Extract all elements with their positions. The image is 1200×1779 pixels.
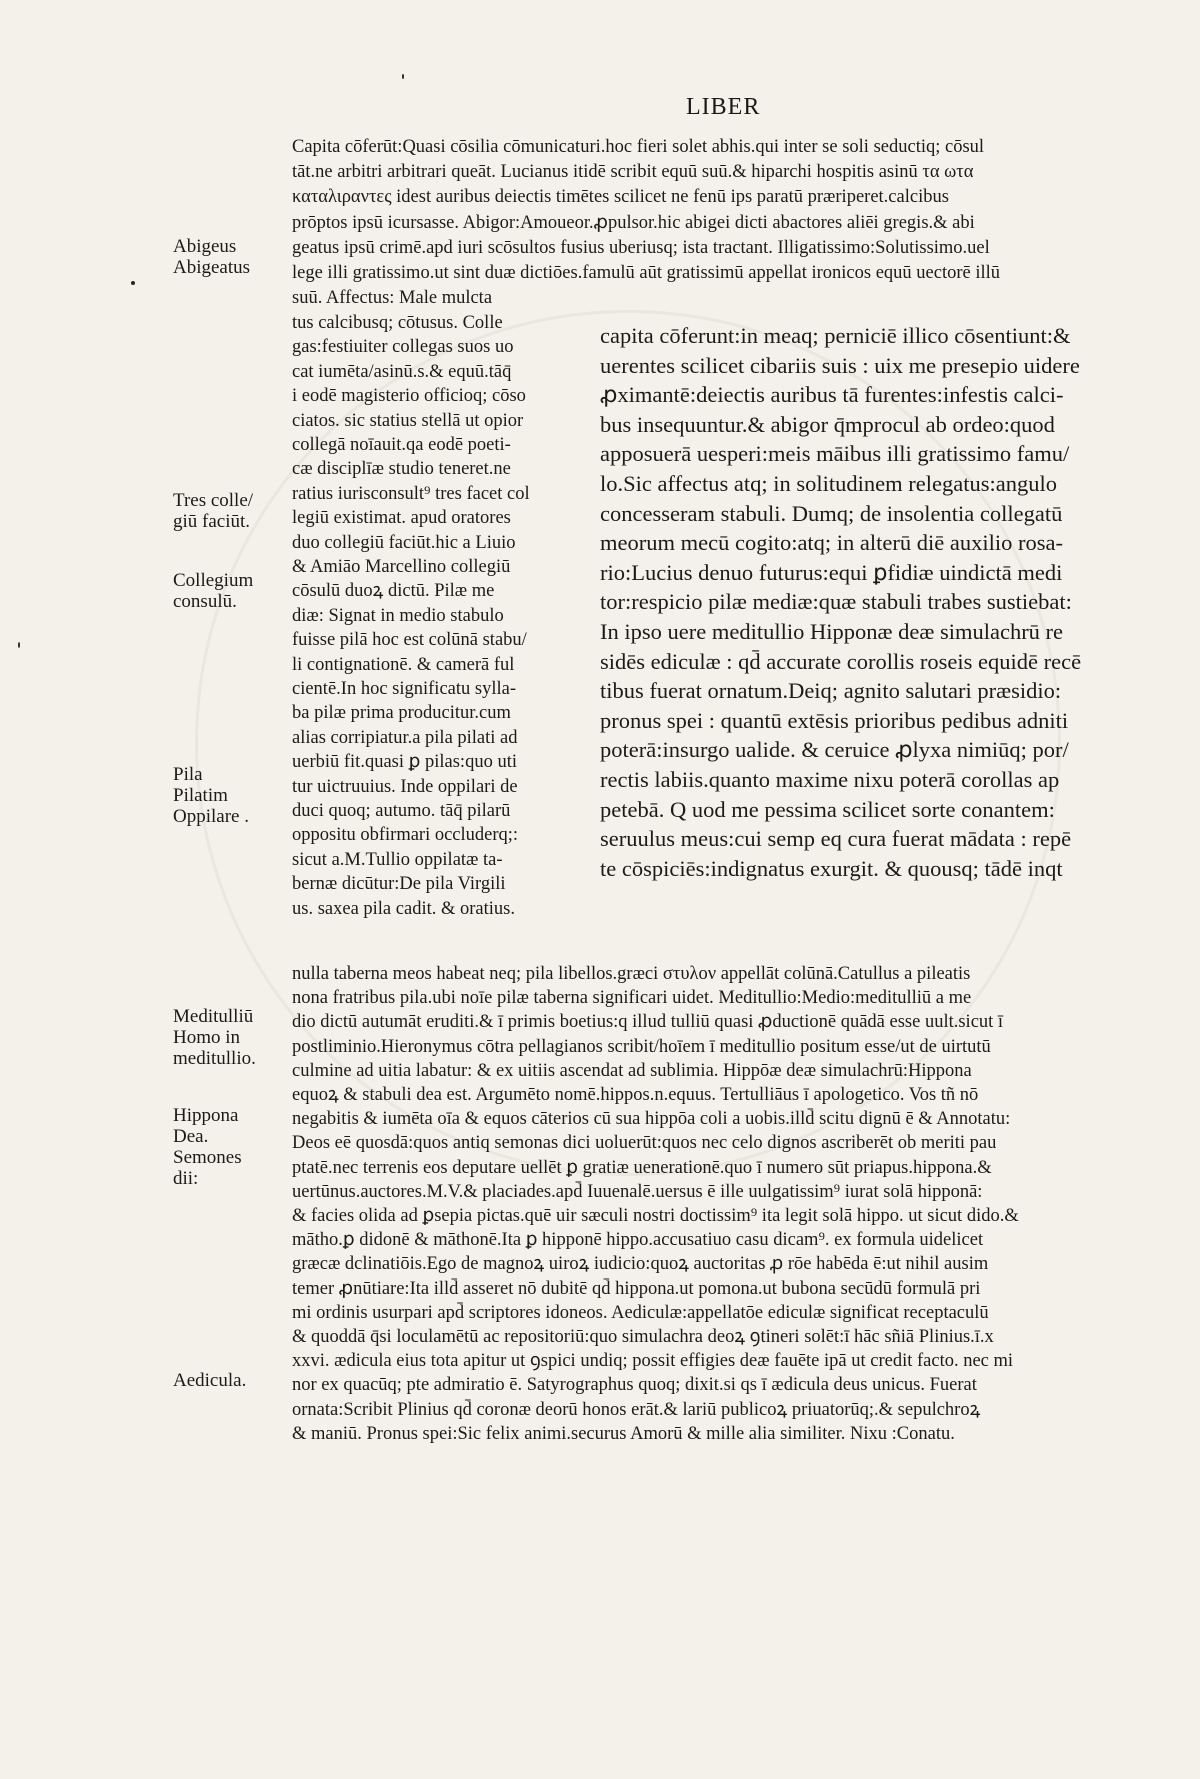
gloss-line: diæ: Signat in medio stabulo: [292, 605, 504, 626]
marginal-note-line: Meditulliū: [173, 1006, 254, 1027]
main-text-line: lo.Sic affectus atq; in solitudinem relegatus:angulo: [600, 471, 1057, 496]
ink-spot: [402, 74, 404, 79]
marginal-note: [173, 236, 291, 278]
commentary-line: mātho.ꝑ didonē & māthonē.Ita ꝑ hipponē hippo.accusatiuo casu dicam⁹. ex formula uidelicet: [292, 1230, 984, 1251]
main-text-line: pronus spei : quantū extēsis prioribus pedibus adniti: [600, 707, 1069, 733]
gloss-line: i eodē magisterio officioq; cōso: [292, 386, 526, 407]
gloss-line: cæ disciplīæ studio teneret.ne: [292, 459, 511, 480]
commentary-line: dio dictū autumāt eruditi.& ī primis boetius:q illud tulliū quasi ꝓductionē quādā esse uult.sicut ī: [292, 1012, 1004, 1033]
commentary-line: græcæ dclinatiōis.Ego de magnoꝝ uiroꝝ iudicio:quoꝝ auctoritas ꝓ rōe habēda ē:ut nihil ausim: [292, 1254, 989, 1275]
marginal-note-line: Collegium: [173, 570, 254, 591]
commentary-line: tāt.ne arbitri arbitrari queāt. Lucianus itidē scribit equū suū.& hiparchi hospitis asinū τα ωτα: [292, 162, 974, 183]
gloss-line: ratius iurisconsult⁹ tres facet col: [292, 483, 530, 504]
commentary-line: nulla taberna meos habeat neq; pila libellos.græci στυλον appellāt colūnā.Catullus a pileatis: [292, 964, 971, 984]
marginal-note: [173, 1006, 291, 1069]
marginal-note-line: giū faciūt.: [173, 511, 251, 532]
gloss-line: ciatos. sic statius stellā ut opior: [292, 410, 524, 431]
main-text-line: uerentes scilicet cibariis suis : uix me presepio uidere: [600, 352, 1080, 378]
main-text-line: ꝓximantē:deiectis auribus tā furentes:infestis calci-: [600, 382, 1064, 408]
gloss-line: duci quoq; autumo. tāq̄ pilarū: [292, 801, 511, 821]
commentary-line: ornata:Scribit Plinius qd̄ coronæ deorū honos erāt.& lariū publicoꝝ priuatorūq;.& sepulchroꝝ: [292, 1399, 981, 1420]
marginal-note-line: Pila: [173, 764, 203, 785]
commentary-line: mi ordinis usurpari apd̄ scriptores idoneos. Aediculæ:appellatōe ediculæ significat receptaculū: [292, 1302, 989, 1323]
main-text-line: tor:respicio pilæ mediæ:quæ stabuli trabes sustiebat:: [600, 589, 1072, 615]
gloss-line: oppositu obfirmari occluderq;:: [292, 825, 519, 846]
main-text-line: apposuerā uesperi:meis māibus illi gratissimo famu/: [600, 441, 1070, 467]
marginal-note-line: consulū.: [173, 591, 237, 612]
gloss-line: & Amiāo Marcellino collegiū: [292, 557, 511, 577]
main-text-line: poterā:insurgo ualide. & ceruice ꝓlyxa nimiūq; por/: [600, 737, 1069, 763]
commentary-line: suū. Affectus: Male mulcta: [292, 288, 493, 309]
marginal-note-line: Abigeatus: [173, 257, 251, 278]
commentary-line: Capita cōferūt:Quasi cōsilia cōmunicaturi.hoc fieri solet abhis.qui inter se soli seductiq; cōsul: [292, 137, 985, 157]
main-text-line: bus insequuntur.& abigor q̄mprocul ab ordeo:quod: [600, 411, 1055, 437]
main-text-line: rio:Lucius denuo futurus:equi ꝑfidiæ uindictā medi: [600, 559, 1063, 585]
marginal-note: [173, 764, 291, 827]
marginal-note: [173, 490, 291, 532]
commentary-line: geatus ipsū crimē.apd iuri scōsultos fusius uberiusq; ista tractant. Illigatissimo:Solutissimo.uel: [292, 237, 990, 258]
commentary-line: postliminio.Hieronymus cōtra pellagianos scribit/hoīem ī meditullio positum esse/ut de uirtutū: [292, 1036, 991, 1057]
marginal-note: [173, 1105, 291, 1189]
commentary-line: nor ex quacūq; pte admiratio ē. Satyrographus quoq; dixit.si qs ī ædicula deus unicus. Fuerat: [292, 1375, 977, 1396]
main-text-line: seruulus meus:cui semp eq cura fuerat mādata : repē: [600, 826, 1072, 852]
commentary-line: lege illi gratissimo.ut sint duæ dictiōes.famulū aūt gratissimū appellat ironicos equū uectorē illū: [292, 263, 1001, 283]
gloss-line: alias corripiatur.a pila pilati ad: [292, 727, 518, 748]
commentary-line: xxvi. ædicula eius tota apitur ut ꝯspici undiq; possit effigies deæ fauēte ipā ut credit facto. nec mi: [292, 1351, 1014, 1372]
gloss-line: gas:festiuiter collegas suos uo: [292, 337, 514, 358]
gloss-line: ba pilæ prima producitur.cum: [292, 703, 511, 724]
gloss-line: tus calcibusq; cōtusus. Colle: [292, 313, 503, 333]
marginal-note-line: Abigeus: [173, 236, 237, 257]
main-text-line: concesseram stabuli. Dumq; de insolentia collegatū: [600, 500, 1063, 526]
commentary-line: uertūnus.auctores.M.V.& placiades.apd̄ Iuuenalē.uersus ē ille uulgatissim⁹ iurat solā hipponā:: [292, 1181, 983, 1202]
gloss-line: bernæ dicūtur:De pila Virgili: [292, 874, 506, 895]
main-text-line: capita cōferunt:in meaq; perniciē illico cōsentiunt:&: [600, 323, 1071, 348]
commentary-line: negabitis & iumēta oīa & equos cāterios cū sua hippōa coli a uobis.illd̄ scitu dignū ē & Annotatu:: [292, 1109, 1011, 1130]
gloss-line: cientē.In hoc significatu sylla-: [292, 679, 516, 699]
gloss-line: duo collegiū faciūt.hic a Liuio: [292, 532, 516, 553]
commentary-line: & facies olida ad ꝑsepia pictas.quē uir sæculi nostri doctissim⁹ ita legit solā hippo. ut sicut dido.&: [292, 1206, 1019, 1226]
marginal-note-line: Semones: [173, 1147, 242, 1168]
gloss-line: fuisse pilā hoc est colūnā stabu/: [292, 630, 527, 651]
marginal-note-line: Oppilare .: [173, 806, 249, 827]
gloss-line: tur uictruuius. Inde oppilari de: [292, 776, 518, 797]
commentary-line: prōptos ipsū icursasse. Abigor:Amoueor.ꝓpulsor.hic abigei dicti abactores aliēi gregis.& abi: [292, 212, 975, 233]
ink-spot: [131, 281, 135, 285]
marginal-note-line: Dea.: [173, 1126, 209, 1147]
marginal-note-line: meditullio.: [173, 1048, 256, 1069]
marginal-note-line: Pilatim: [173, 785, 228, 806]
marginal-note: [173, 570, 291, 612]
main-text-line: In ipso uere meditullio Hipponæ deæ simulachrū re: [600, 619, 1064, 644]
gloss-line: li contignationē. & camerā ful: [292, 654, 515, 675]
main-text-line: tibus fuerat ornatum.Deiq; agnito salutari præsidio:: [600, 678, 1062, 704]
gloss-line: sicut a.M.Tullio oppilatæ ta-: [292, 849, 503, 870]
marginal-note-line: Tres colle/: [173, 490, 254, 511]
gloss-line: cōsulū duoꝝ dictū. Pilæ me: [292, 581, 495, 602]
main-text-line: sidēs ediculæ : qd̄ accurate corollis roseis equidē recē: [600, 648, 1082, 674]
commentary-line: Deos eē quosdā:quos antiq semonas dici uoluerūt:quos nec celo dignos ascriberēt ob meriti pau: [292, 1133, 997, 1154]
gloss-line: uerbiū fit.quasi ꝑ pilas:quo uti: [292, 752, 517, 773]
commentary-line: culmine ad uitia labatur: & ex uitiis ascendat ad sublimia. Hippōæ deæ simulachrū:Hippona: [292, 1060, 972, 1081]
commentary-line: nona fratribus pila.ubi noīe pilæ taberna significari uidet. Meditullio:Medio:meditulliū a me: [292, 988, 972, 1009]
commentary-line: καταλιραντες idest auribus deiectis timētes scilicet ne fenū ips paratū præriperet.calcibus: [292, 187, 949, 208]
marginal-note-line: Aedicula.: [173, 1370, 247, 1391]
commentary-line: & quoddā q̄si loculamētū ac repositoriū:quo simulachra deoꝝ ꝯtineri solēt:ī hāc sñiā Plinius.ī.x: [292, 1327, 994, 1347]
page-header: LIBER: [686, 94, 761, 120]
marginal-note-line: Hippona: [173, 1105, 239, 1126]
gloss-line: us. saxea pila cadit. & oratius.: [292, 898, 515, 919]
commentary-line: ptatē.nec terrenis eos deputare uellēt ꝑ gratiæ uenerationē.quo ī numero sūt priapus.hippona.&: [292, 1157, 992, 1178]
main-text-line: te cōspiciēs:indignatus exurgit. & quousq; tādē inqt: [600, 855, 1063, 881]
commentary-line: & maniū. Pronus spei:Sic felix animi.securus Amorū & mille alia similiter. Nixu :Conatu.: [292, 1423, 955, 1444]
marginal-note-line: dii:: [173, 1168, 199, 1189]
gloss-line: collegā noīauit.qa eodē poeti-: [292, 435, 511, 455]
ink-spot: [18, 642, 20, 648]
marginal-note: [173, 1370, 291, 1391]
gloss-line: cat iumēta/asinū.s.& equū.tāq̄: [292, 361, 512, 382]
main-text-line: petebā. Q uod me pessima scilicet sorte conantem:: [600, 796, 1055, 822]
commentary-line: equoꝝ & stabuli dea est. Argumēto nomē.hippos.n.equus. Tertulliāus ī apologetico. Vos tñ nō: [292, 1085, 979, 1105]
marginal-note-line: Homo in: [173, 1027, 241, 1048]
main-text-line: rectis labiis.quanto maxime nixu poterā corollas ap: [600, 767, 1060, 792]
commentary-line: temer ꝓnūtiare:Ita illd̄ asseret nō dubitē qd̄ hippona.ut pomona.ut bubona secūdū formulā pri: [292, 1278, 981, 1299]
gloss-line: legiū existimat. apud oratores: [292, 508, 511, 529]
main-text-line: meorum mecū cogito:atq; in alterū diē auxilio rosa-: [600, 530, 1063, 556]
